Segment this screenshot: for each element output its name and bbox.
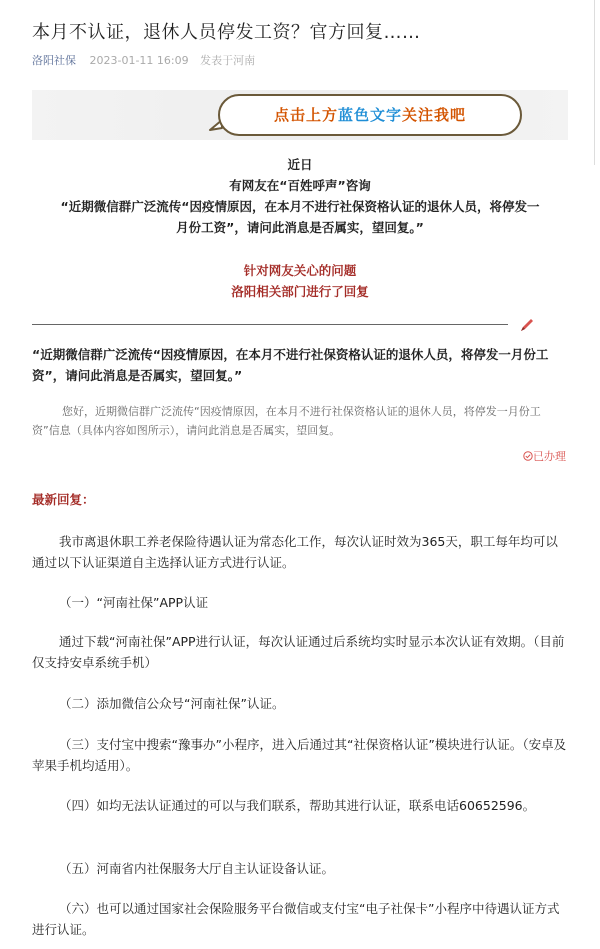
question-text: “近期微信群广泛流传“因疫情原因，在本月不进行社保资格认证的退休人员，将停发一月份工资”，请问此消息是否属实，望回复。”	[32, 347, 549, 383]
reply-paragraph: （四）如均无法认证通过的可以与我们联系，帮助其进行认证，联系电话60652596。	[59, 798, 536, 813]
follow-bubble	[218, 94, 522, 136]
response-intro-block	[32, 260, 568, 302]
scrollbar[interactable]	[594, 0, 600, 165]
banner-text-prefix: 点击上方	[273, 106, 338, 124]
status-badge	[523, 448, 566, 464]
intro-line-1: 近日	[287, 157, 313, 172]
publish-location: 发表于河南	[200, 54, 256, 67]
intro-line-3: “近期微信群广泛流传“因疫情原因，在本月不进行社保资格认证的退休人员，将停发一	[60, 199, 540, 214]
reply-paragraph: （五）河南省内社保服务大厅自主认证设备认证。	[59, 861, 335, 876]
latest-reply-heading: 最新回复：	[32, 492, 95, 507]
intro-line-2: 有网友在“百姓呼声”咨询	[229, 178, 371, 193]
reply-paragraph: （一）“河南社保”APP认证	[59, 595, 209, 610]
intro-block	[32, 154, 568, 238]
reply-paragraph: （二）添加微信公众号“河南社保”认证。	[59, 696, 285, 711]
status-label: 已办理	[533, 450, 566, 463]
follow-banner-text	[220, 96, 520, 134]
reply-paragraph: 我市离退休职工养老保险待遇认证为常态化工作，每次认证时效为365天，职工每年均可以通过以下认证渠道自主选择认证方式进行认证。	[32, 534, 558, 570]
publish-date: 2023-01-11 16:09	[89, 54, 189, 67]
article-meta	[32, 52, 255, 68]
reply-paragraph: （六）也可以通过国家社会保险服务平台微信或支付宝“电子社保卡”小程序中待遇认证方式进行认证。	[32, 901, 560, 937]
response-intro-line-2: 洛阳相关部门进行了回复	[231, 284, 369, 299]
reply-paragraph: （三）支付宝中搜索“豫事办”小程序，进入后通过其“社保资格认证”模块进行认证。（安卓及苹果手机均适用）。	[32, 737, 567, 773]
account-name-link[interactable]: 洛阳社保	[32, 54, 76, 67]
intro-line-4: 月份工资”，请问此消息是否属实，望回复。”	[176, 220, 424, 235]
section-divider	[32, 324, 508, 325]
reply-paragraph: 通过下载“河南社保”APP进行认证，每次认证通过后系统均实时显示本次认证有效期。（目前仅支持安卓系统手机）	[32, 634, 565, 670]
banner-text-blue: 蓝色文字	[337, 106, 402, 124]
pen-icon	[518, 316, 536, 334]
check-circle-icon	[523, 451, 533, 461]
banner-text-suffix: 关注我吧	[402, 106, 467, 124]
article-title: 本月不认证，退休人员停发工资？官方回复……	[32, 22, 421, 43]
follow-banner[interactable]	[32, 90, 568, 140]
question-detail: 您好，近期微信群广泛流传“因疫情原因，在本月不进行社保资格认证的退休人员，将停发一月份工资”信息（具体内容如图所示），请问此消息是否属实，望回复。	[32, 405, 541, 437]
response-intro-line-1: 针对网友关心的问题	[243, 263, 357, 278]
